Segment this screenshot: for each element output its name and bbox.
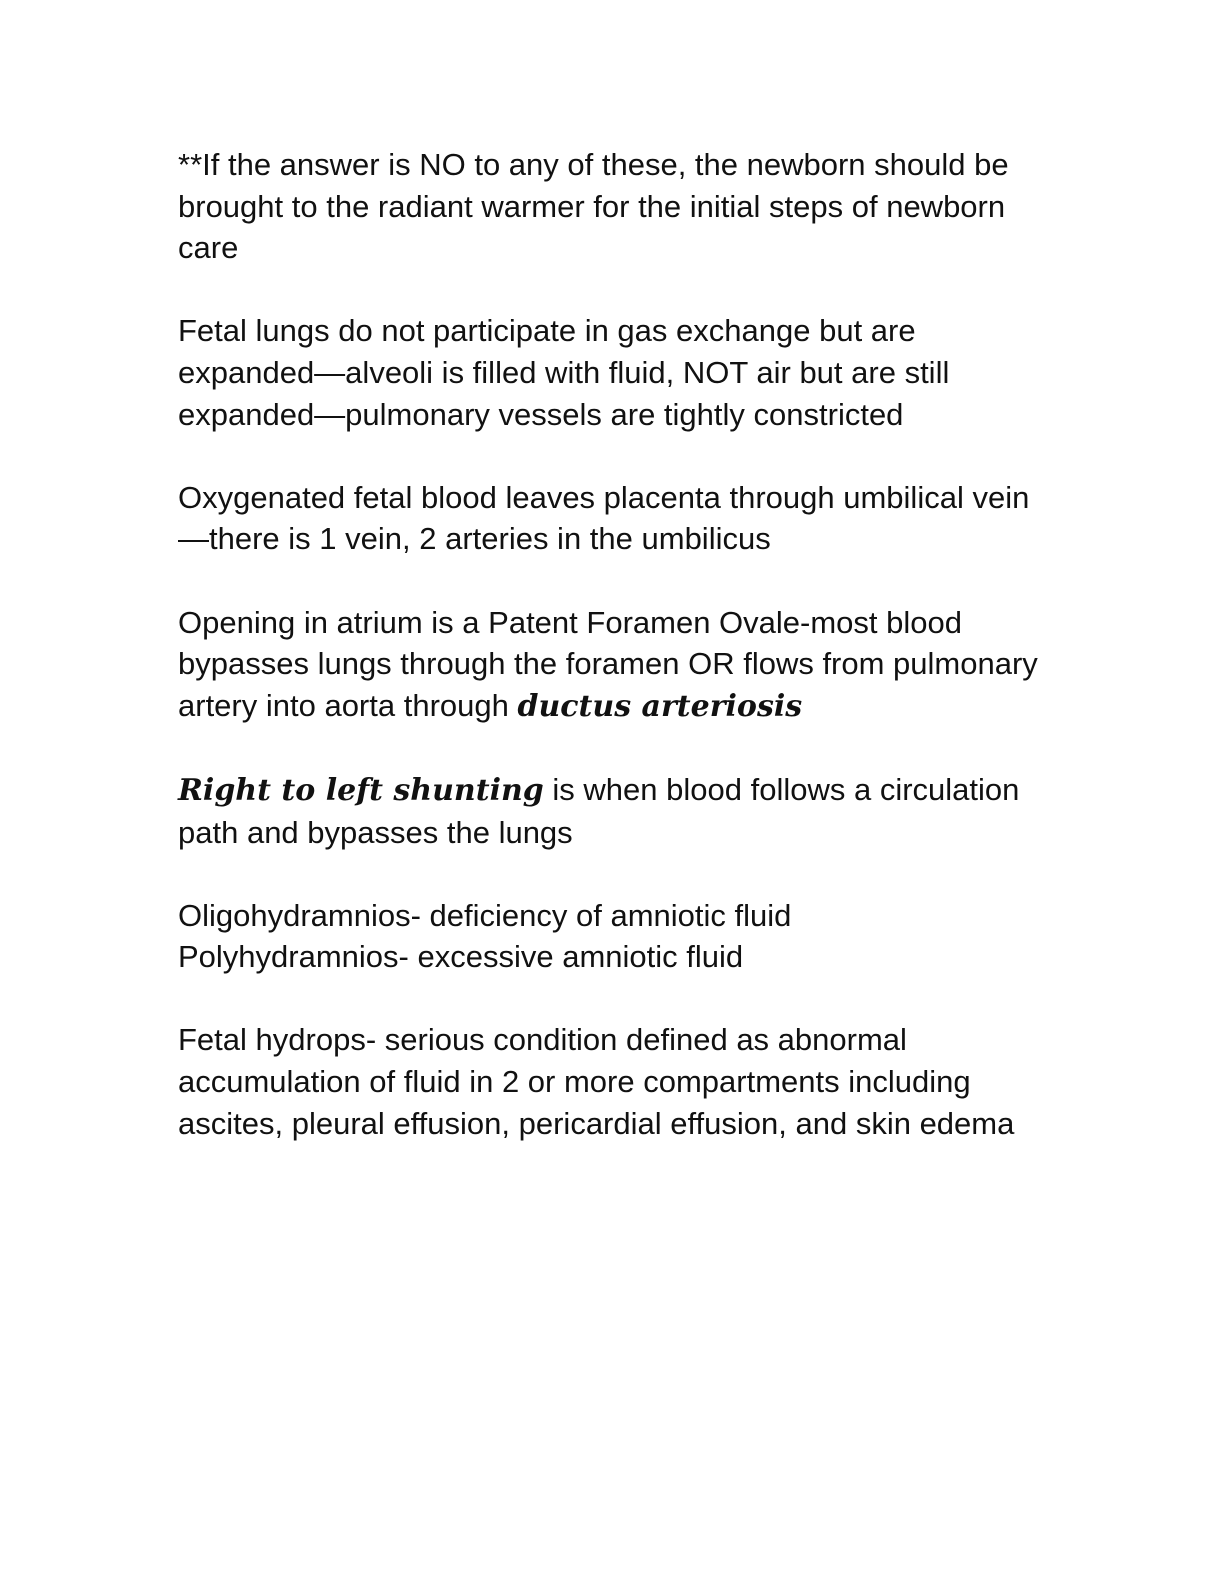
shunting-emphasis: Right to left shunting bbox=[178, 772, 544, 808]
paragraph-fetal-lungs bbox=[178, 310, 1058, 435]
document-body bbox=[178, 144, 1058, 1186]
paragraph-fetal-hydrops bbox=[178, 1019, 1058, 1144]
paragraph-shunting-text: is when blood follows a circulation path and bypasses the lungs bbox=[178, 771, 1020, 850]
oligohydramnios-line: Oligohydramnios- deficiency of amniotic fluid bbox=[178, 897, 792, 933]
polyhydramnios-line: Polyhydramnios- excessive amniotic fluid bbox=[178, 939, 744, 975]
paragraph-umbilical-vein bbox=[178, 477, 1058, 560]
paragraph-fetal-hydrops-text: Fetal hydrops- serious condition defined as abnormal accumulation of fluid in 2 or more compartments including ascites, pleural effusion, pericardial effusion, and skin edema bbox=[178, 1022, 1015, 1141]
paragraph-shunting bbox=[178, 769, 1058, 853]
paragraph-fetal-lungs-text: Fetal lungs do not participate in gas exchange but are expanded—alveoli is filled with fluid, NOT air but are still expanded—pulmonary vessels are tightly constricted bbox=[178, 313, 950, 432]
paragraph-umbilical-vein-text: Oxygenated fetal blood leaves placenta through umbilical vein—there is 1 vein, 2 arteries in the umbilicus bbox=[178, 479, 1030, 557]
paragraph-amniotic-fluid bbox=[178, 895, 1058, 978]
ductus-arteriosis-emphasis: ductus arteriosis bbox=[517, 688, 803, 724]
paragraph-newborn-care bbox=[178, 144, 1058, 269]
paragraph-foramen-ovale-text: Opening in atrium is a Patent Foramen Ovale-most blood bypasses lungs through the foramen OR flows from pulmonary artery into aorta through bbox=[178, 604, 1038, 723]
paragraph-newborn-care-text: **If the answer is NO to any of these, the newborn should be brought to the radiant warmer for the initial steps of newborn care bbox=[178, 147, 1009, 266]
paragraph-foramen-ovale bbox=[178, 602, 1058, 728]
